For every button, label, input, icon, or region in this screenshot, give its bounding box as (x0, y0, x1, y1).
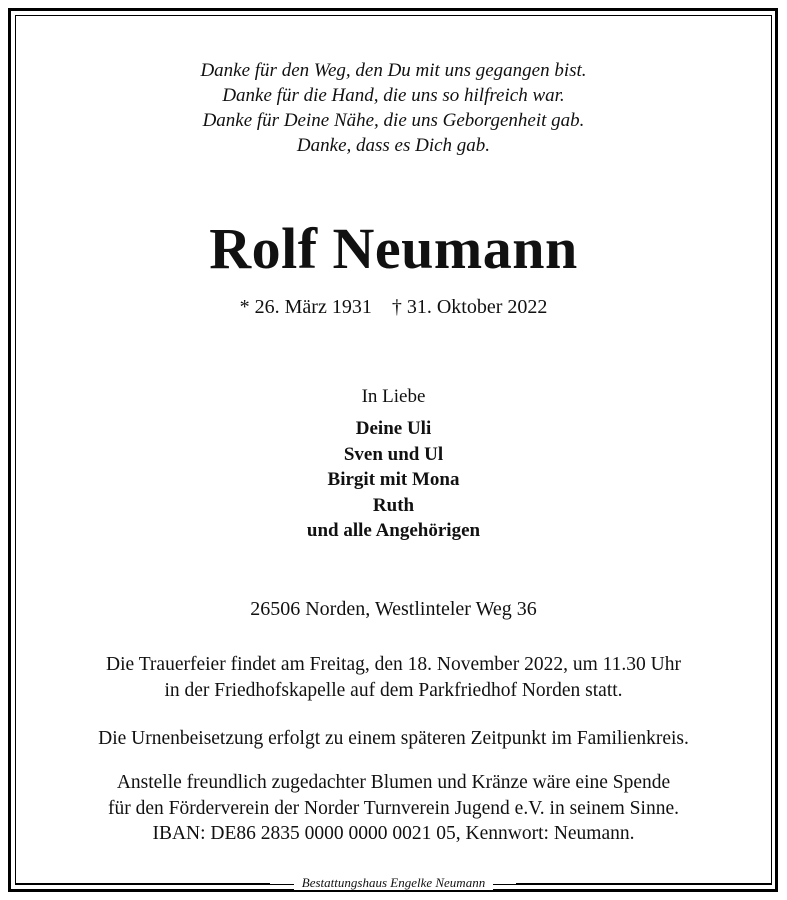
donation-line: IBAN: DE86 2835 0000 0000 0021 05, Kennwort: Neumann. (152, 823, 635, 844)
poem-line: Danke für den Weg, den Du mit uns gegangen bist. (200, 60, 587, 81)
mourners-list (0, 416, 787, 544)
birth-date: * 26. März 1931 (239, 296, 372, 318)
mourners-intro: In Liebe (361, 386, 426, 407)
mourner-name: Ruth (372, 494, 415, 516)
mourner-name: und alle Angehörigen (306, 520, 481, 541)
funeral-home-name: Bestattungshaus Engelke Neumann (294, 875, 493, 890)
address: 26506 Norden, Westlinteler Weg 36 (250, 598, 537, 620)
donation-info (0, 770, 787, 847)
mourner-name: Deine Uli (355, 418, 432, 439)
donation-line: Anstelle freundlich zugedachter Blumen und Kränze wäre eine Spende (116, 772, 671, 793)
funeral-line: Die Trauerfeier findet am Freitag, den 18. November 2022, um 11.30 Uhr (106, 654, 681, 675)
deceased-name: Rolf Neumann (209, 216, 578, 281)
mourner-name: Sven und Ul (343, 443, 444, 465)
donation-line: für den Förderverein der Norder Turnverein Jugend e.V. in seinem Sinne. (108, 797, 679, 819)
poem-line: Danke für die Hand, die uns so hilfreich war. (222, 85, 565, 106)
life-dates (0, 294, 787, 320)
footer (0, 875, 787, 891)
poem (0, 58, 787, 158)
poem-line: Danke, dass es Dich gab. (296, 135, 491, 156)
death-date: † 31. Oktober 2022 (391, 296, 548, 318)
poem-line: Danke für Deine Nähe, die uns Geborgenheit gab. (202, 110, 585, 131)
funeral-line: in der Friedhofskapelle auf dem Parkfriedhof Norden statt. (164, 679, 623, 701)
urn-info: Die Urnenbeisetzung erfolgt zu einem späteren Zeitpunkt im Familienkreis. (98, 728, 689, 749)
funeral-info (0, 652, 787, 703)
mourner-name: Birgit mit Mona (327, 469, 460, 490)
